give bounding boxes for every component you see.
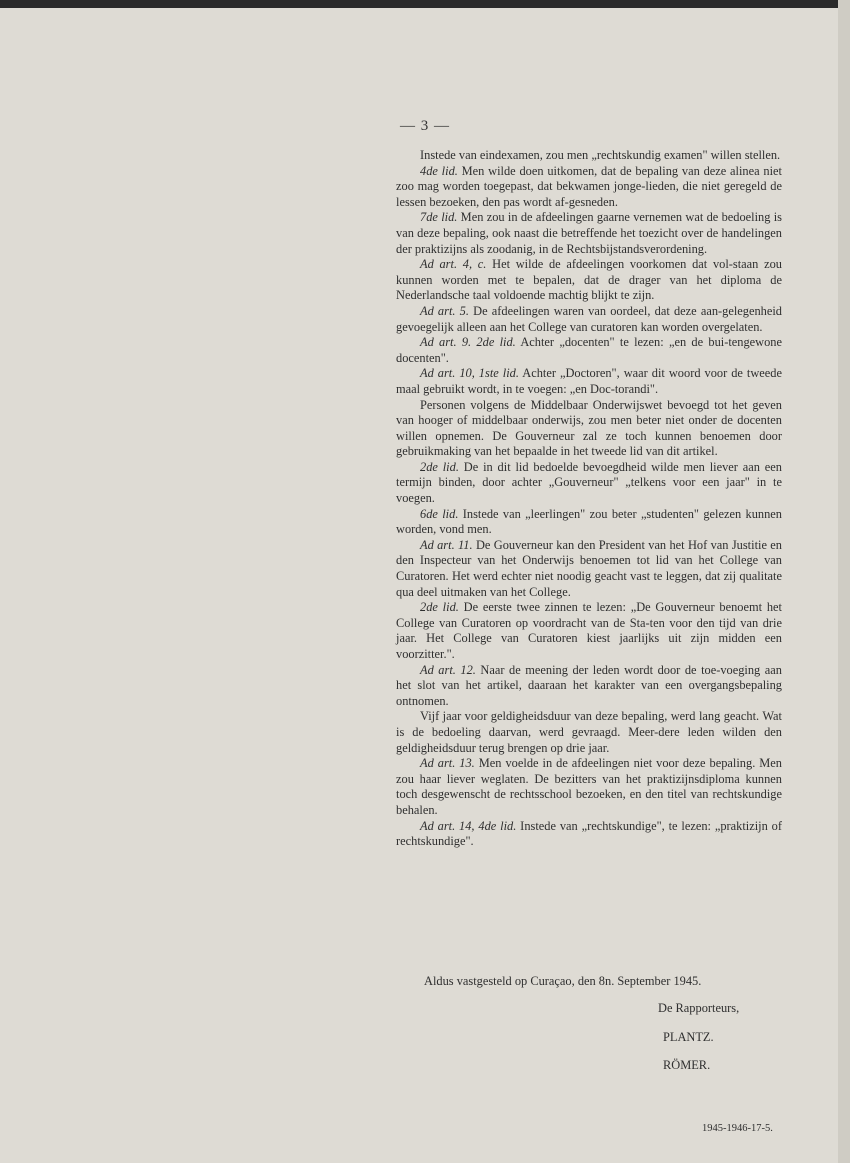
article-reference: Ad art. 12.: [420, 662, 476, 677]
article-reference: 7de lid.: [420, 210, 458, 225]
rapporteurs-label: De Rapporteurs,: [658, 1001, 740, 1015]
paragraph-text: Men voelde in de afdeelingen niet voor deze bepaling. Men zou haar liever weglaten. De bezitters van het praktizijnsdiploma kunnen toch desgewenscht de rechtsschool bezoeken, en den titel van rechtskundige behalen.: [396, 756, 782, 817]
paragraph-text: Achter „docenten" te lezen: „en de bui-tengewone docenten".: [396, 335, 782, 365]
paragraph-text: Naar de meening der leden wordt door de toe-voeging aan het slot van het artikel, daaraan het karakter van een overgangsbepaling ontnomen.: [396, 662, 782, 708]
signatory-name: RÖMER.: [663, 1058, 711, 1072]
paragraph-text: Instede van „leerlingen" zou beter „studenten" gelezen kunnen worden, vond men.: [396, 506, 782, 537]
article-reference: 4de lid.: [420, 163, 458, 178]
article-reference: 2de lid.: [420, 459, 459, 474]
paragraph: [396, 164, 782, 211]
paragraph-text: Instede van eindexamen, zou men „rechtskundig examen" willen stellen.: [420, 148, 781, 162]
paragraph-text: Achter „Doctoren", waar dit woord voor de tweede maal gebruikt wordt, in te voegen: „en Doc-torandi".: [396, 366, 782, 396]
paragraph: [396, 366, 782, 397]
page-number: — 3 —: [400, 118, 450, 134]
body-text: [396, 148, 782, 850]
article-reference: Ad art. 14, 4de lid.: [420, 818, 517, 833]
paragraph: [396, 600, 782, 662]
paragraph-text: De eerste twee zinnen te lezen: „De Gouverneur benoemt het College van Curatoren op voordracht van de Sta-ten voor den tijd van drie jaar. Het College van Curatoren kiest jaarlijks uit zijn midden een voorzitter.".: [396, 600, 782, 661]
paragraph-text: Het wilde de afdeelingen voorkomen dat vol-staan zou kunnen worden met te bepalen, dat de drager van het diploma de Nederlandsche taal voldoende machtig blijkt te zijn.: [396, 257, 782, 303]
paragraph-text: Men zou in de afdeelingen gaarne vernemen wat de bedoeling is van deze bepaling, ook naast die betreffende het toezicht over de handelingen der praktizijns als zoodanig, in de Rechtsbijstandsverordening.: [396, 210, 782, 256]
paragraph: [396, 210, 782, 257]
article-reference: 6de lid.: [420, 506, 459, 521]
paragraph: [396, 663, 782, 710]
paragraph: [396, 538, 782, 600]
signatory-name: PLANTZ.: [663, 1030, 714, 1044]
paragraph: [396, 335, 782, 366]
paragraph: [396, 507, 782, 538]
paragraph: [396, 819, 782, 850]
article-reference: Ad art. 11.: [420, 537, 473, 552]
article-reference: Ad art. 10, 1ste lid.: [420, 366, 519, 381]
paragraph: [396, 460, 782, 507]
article-reference: Ad art. 5.: [420, 303, 469, 318]
paragraph-text: De afdeelingen waren van oordeel, dat deze aan-gelegenheid gevoegelijk alleen aan het College van curatoren kan worden overgelaten.: [396, 303, 782, 334]
paragraph-text: De in dit lid bedoelde bevoegdheid wilde men liever aan een termijn binden, door achter „Gouverneur" „telkens voor een jaar" in te voegen.: [396, 459, 782, 506]
paragraph: [396, 709, 782, 756]
paragraph-text: Personen volgens de Middelbaar Onderwijswet bevoegd tot het geven van hooger of middelbaar onderwijs, zou men beter niet onder de docenten willen opnemen. De Gouverneur zal ze toch kunnen benoemen door gebruikmaking van het bepaalde in het tweede lid van dit artikel.: [396, 397, 782, 459]
paragraph-text: De Gouverneur kan den President van het Hof van Justitie en den Inspecteur van het Onderwijs benoemen tot lid van het College van Curatoren. Het werd echter niet noodig geacht vast te leggen, dat zij qualitate qua deel uitmaken van het College.: [396, 537, 782, 599]
paragraph: [396, 304, 782, 335]
page-edge: [838, 0, 850, 1163]
paragraph: [396, 257, 782, 304]
article-reference: Ad art. 9. 2de lid.: [420, 335, 516, 350]
document-page: [0, 8, 838, 1163]
article-reference: Ad art. 13.: [420, 756, 475, 771]
article-reference: 2de lid.: [420, 600, 459, 615]
signoff-line: Aldus vastgesteld op Curaçao, den 8n. September 1945.: [424, 974, 702, 988]
paragraph: [396, 148, 782, 164]
document-number: 1945-1946-17-5.: [702, 1123, 773, 1134]
paragraph-text: Men wilde doen uitkomen, dat de bepaling van deze alinea niet zoo mag worden toegepast, dat bekwamen jonge-lieden, die niet geregeld de lessen bezoeken, den pas wordt af-gesneden.: [396, 163, 782, 209]
paragraph: [396, 756, 782, 818]
paragraph: [396, 398, 782, 460]
article-reference: Ad art. 4, c.: [420, 257, 487, 272]
paragraph-text: Vijf jaar voor geldigheidsduur van deze bepaling, werd lang geacht. Wat is de bedoeling daarvan, werd gevraagd. Meer-dere leden wilden den geldigheidsduur terug brengen op drie jaar.: [396, 709, 782, 755]
paragraph-text: Instede van „rechtskundige", te lezen: „praktizijn of rechtskundige".: [396, 818, 782, 849]
